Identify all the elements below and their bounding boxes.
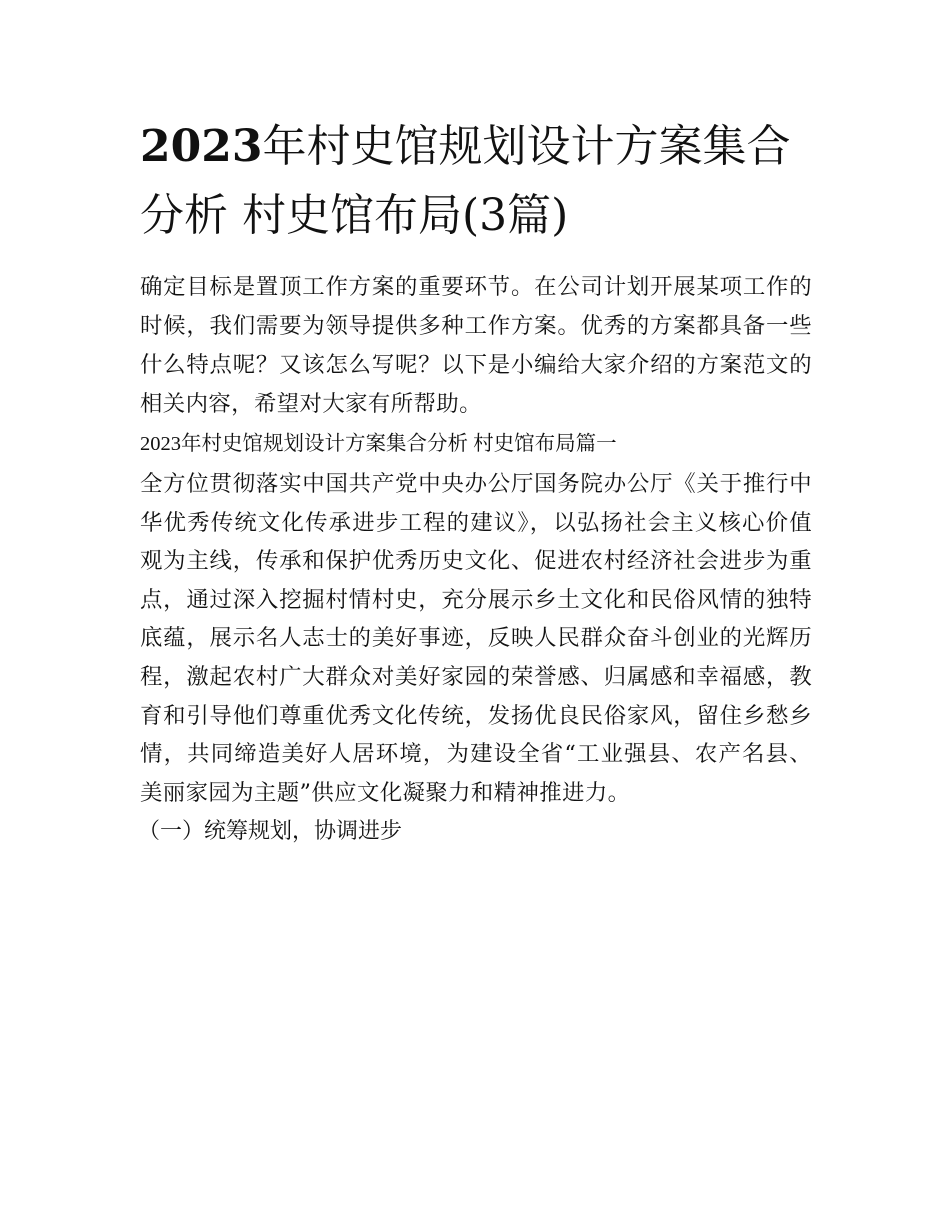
- intro-paragraph: 确定目标是置顶工作方案的重要环节。在公司计划开展某项工作的时候，我们需要为领导提供多种工作方案。优秀的方案都具备一些什么特点呢？又该怎么写呢？以下是小编给大家介绍的方案范文的相关内容，希望对大家有所帮助。: [140, 274, 812, 417]
- section-title: 2023年村史馆规划设计方案集合分析 村史馆布局篇一: [140, 433, 617, 455]
- title-text: 年村史馆规划设计方案集合分析 村史馆布局(3篇): [140, 121, 791, 241]
- document-content: [140, 112, 812, 852]
- section-body-paragraph: 全方位贯彻落实中国共产党中央办公厅国务院办公厅《关于推行中华优秀传统文化传承进步工程的建议》，以弘扬社会主义核心价值观为主线，传承和保护优秀历史文化、促进农村经济社会进步为重点，通过深入挖掘村情村史，充分展示乡土文化和民俗风情的独特底蕴，展示名人志士的美好事迹，反映人民群众奋斗创业的光辉历程，激起农村广大群众对美好家园的荣誉感、归属感和幸福感，教育和引导他们尊重优秀文化传统，发扬优良民俗家风，留住乡愁乡情，共同缔造美好人居环境，为建设全省“工业强县、农产名县、美丽家园为主题”供应文化凝聚力和精神推进力。: [140, 471, 812, 806]
- document-title: [140, 112, 812, 250]
- subheading: （一）统筹规划，协调进步: [138, 819, 403, 845]
- title-year: 2023: [140, 121, 263, 172]
